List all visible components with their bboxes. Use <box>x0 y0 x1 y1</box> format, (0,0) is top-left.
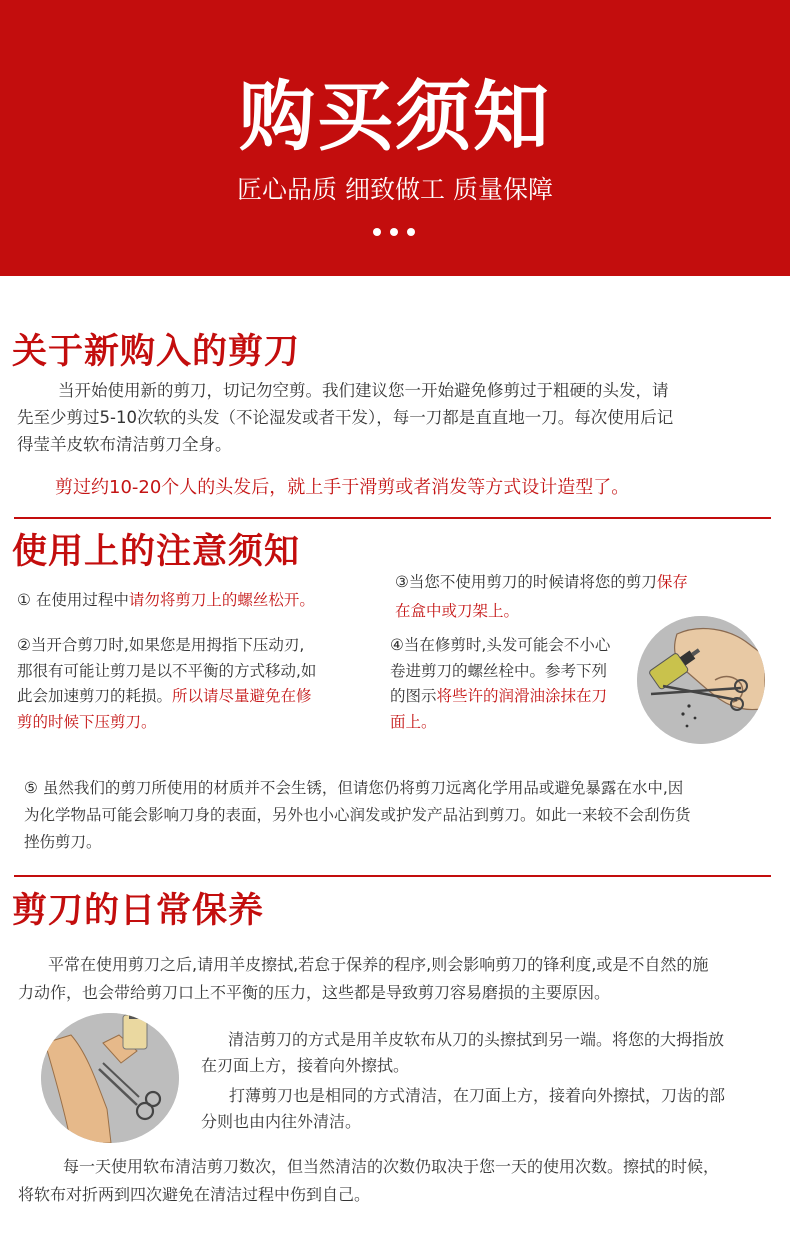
care-paragraph-line: 力动作，也会带给剪刀口上不平衡的压力，这些都是导致剪刀容易磨损的主要原因。 <box>18 983 611 1002</box>
section1-line: 得莹羊皮软布清洁剪刀全身。 <box>17 435 232 454</box>
note-line: ②当开合剪刀时,如果您是用拇指下压动刃, <box>17 636 305 654</box>
note-text-red: 所以请尽量避免在修 <box>172 687 312 705</box>
note-1 <box>17 588 315 614</box>
note-text: ③当您不使用剪刀的时候请将您的剪刀 <box>395 573 657 591</box>
section-heading-usage-notes: 使用上的注意须知 <box>12 532 301 572</box>
note-text-red: 请勿将剪刀上的螺丝松开。 <box>128 591 315 609</box>
page-subtitle: 匠心品质 细致做工 质量保障 <box>237 175 553 204</box>
care-paragraph-line: 将软布对折两到四次避免在清洁过程中伤到自己。 <box>18 1185 371 1204</box>
section1-highlight: 剪过约10-20个人的头发后，就上手于滑剪或者消发等方式设计造型了。 <box>55 477 630 498</box>
note-line: 面上。 <box>390 712 437 731</box>
divider <box>14 875 771 877</box>
care-paragraph-line: 每一天使用软布清洁剪刀数次，但当然清洁的次数仍取决于您一天的使用次数。擦拭的时候， <box>63 1157 720 1176</box>
note-text: 的图示 <box>390 687 437 705</box>
oil-hand-scissors-icon <box>637 616 765 744</box>
note-text: ① 在使用过程中 <box>17 591 129 609</box>
section1-line: 先至少剪过5-10次软的头发（不论湿发或者干发），每一刀都是直直地一刀。每次使用后记 <box>17 408 674 427</box>
page-title: 购买须知 <box>239 72 551 161</box>
dot <box>373 228 381 236</box>
decorative-dots <box>373 228 415 236</box>
note-5 <box>24 775 764 856</box>
note-line <box>390 684 610 710</box>
note-line: 那很有可能让剪刀是以不平衡的方式移动,如 <box>17 661 317 680</box>
note-line: 为化学物品可能会影响刀身的表面，另外也小心润发或护发产品沾到剪刀。如此一来较不会刮伤货 <box>24 806 691 824</box>
section-heading-new-scissors: 关于新购入的剪刀 <box>12 332 301 372</box>
section-heading-daily-care: 剪刀的日常保养 <box>12 891 265 931</box>
care-paragraph-line: 在刃面上方，接着向外擦拭。 <box>201 1056 410 1075</box>
chamois-cloth-scissors-icon <box>41 1013 179 1143</box>
dot <box>390 228 398 236</box>
note-line: 剪的时候下压剪刀。 <box>17 712 157 731</box>
note-line: ④当在修剪时,头发可能会不小心 <box>390 636 611 654</box>
note-line <box>17 684 316 710</box>
header-banner <box>0 0 790 276</box>
note-line <box>395 570 688 596</box>
note-text: 此会加速剪刀的耗损。 <box>17 687 173 705</box>
note-line: 卷进剪刀的螺丝栓中。参考下列 <box>390 661 608 680</box>
note-text-red: 保存 <box>656 573 688 591</box>
dot <box>407 228 415 236</box>
note-3 <box>395 570 688 624</box>
note-line: 在盒中或刀架上。 <box>395 601 520 620</box>
divider <box>14 517 771 519</box>
section1-line: 当开始使用新的剪刀，切记勿空剪。我们建议您一开始避免修剪过于粗硬的头发，请 <box>58 381 669 400</box>
care-paragraph-line: 分则也由内往外清洁。 <box>201 1112 362 1131</box>
care-paragraph-line: 清洁剪刀的方式是用羊皮软布从刀的头擦拭到另一端。将您的大拇指放 <box>228 1030 725 1049</box>
note-line: 挫伤剪刀。 <box>24 833 102 851</box>
note-2 <box>17 633 316 735</box>
care-paragraph-line: 打薄剪刀也是相同的方式清洁，在刀面上方，接着向外擦拭，刀齿的部 <box>229 1086 726 1105</box>
note-4 <box>390 633 610 735</box>
note-text-red: 将些许的润滑油涂抹在刀 <box>436 687 608 705</box>
note-line: ⑤ 虽然我们的剪刀所使用的材质并不会生锈，但请您仍将剪刀远离化学用品或避免暴露在水中,因 <box>24 779 684 797</box>
care-paragraph-line: 平常在使用剪刀之后,请用羊皮擦拭,若怠于保养的程序,则会影响剪刀的锋利度,或是不自然的施 <box>48 955 709 974</box>
